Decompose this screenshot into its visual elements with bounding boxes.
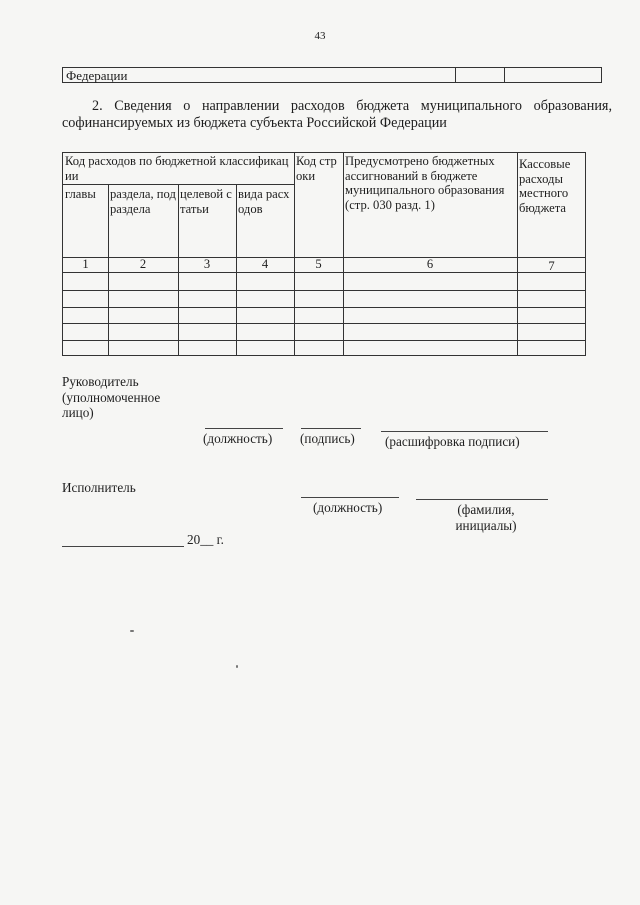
executor-label: Исполнитель — [62, 480, 136, 495]
previous-table-cell: Федерации — [63, 68, 456, 82]
executor-position-line — [301, 497, 399, 498]
head-label: Руководитель (уполномоченное лицо) — [62, 374, 161, 420]
date-line — [62, 546, 184, 547]
section-heading: 2. Сведения о направлении расходов бюджета муниципального образования, софинансируемых из бюджета субъекта Российской Федерации — [62, 98, 612, 131]
previous-table-empty-cell — [456, 68, 505, 82]
executor-name-caption: (фамилия, инициалы) — [455, 502, 517, 533]
column-number: 5 — [315, 257, 322, 271]
previous-table-row — [62, 67, 602, 83]
column-number: 1 — [82, 257, 89, 271]
budget-expenses-table — [62, 152, 586, 356]
header-planned-allocations: Предусмотрено бюджетных ассигнований в бюджете муниципального образования (стр. 030 разд. 1) — [345, 154, 505, 212]
header-section: раздела, подраздела — [110, 187, 176, 216]
column-number: 3 — [203, 257, 211, 271]
header-budget-classification: Код расходов по бюджетной классификации — [65, 154, 289, 183]
header-target-article: целевой статьи — [180, 187, 232, 216]
column-number: 2 — [139, 257, 147, 271]
header-cash-expenses: Кассовые расходы местного бюджета — [519, 157, 571, 215]
executor-position-caption: (должность) — [313, 500, 383, 515]
head-position-caption: (должность) — [203, 431, 273, 446]
header-expense-type: вида расходов — [238, 187, 290, 216]
column-number: 7 — [548, 259, 555, 273]
column-number: 4 — [261, 257, 269, 271]
executor-name-line — [416, 499, 548, 500]
date-text: 20__ г. — [187, 532, 224, 547]
scan-speck — [130, 630, 134, 632]
position-line — [205, 428, 283, 429]
header-row-code: Код строки — [296, 154, 337, 183]
scan-speck — [236, 665, 238, 668]
decoding-line — [381, 431, 548, 432]
header-chapter: главы — [65, 187, 96, 201]
page-number: 43 — [314, 30, 326, 42]
head-decoding-caption: (расшифровка подписи) — [385, 434, 520, 449]
head-signature-caption: (подпись) — [300, 431, 355, 446]
signature-line — [301, 428, 361, 429]
column-number: 6 — [426, 257, 434, 271]
